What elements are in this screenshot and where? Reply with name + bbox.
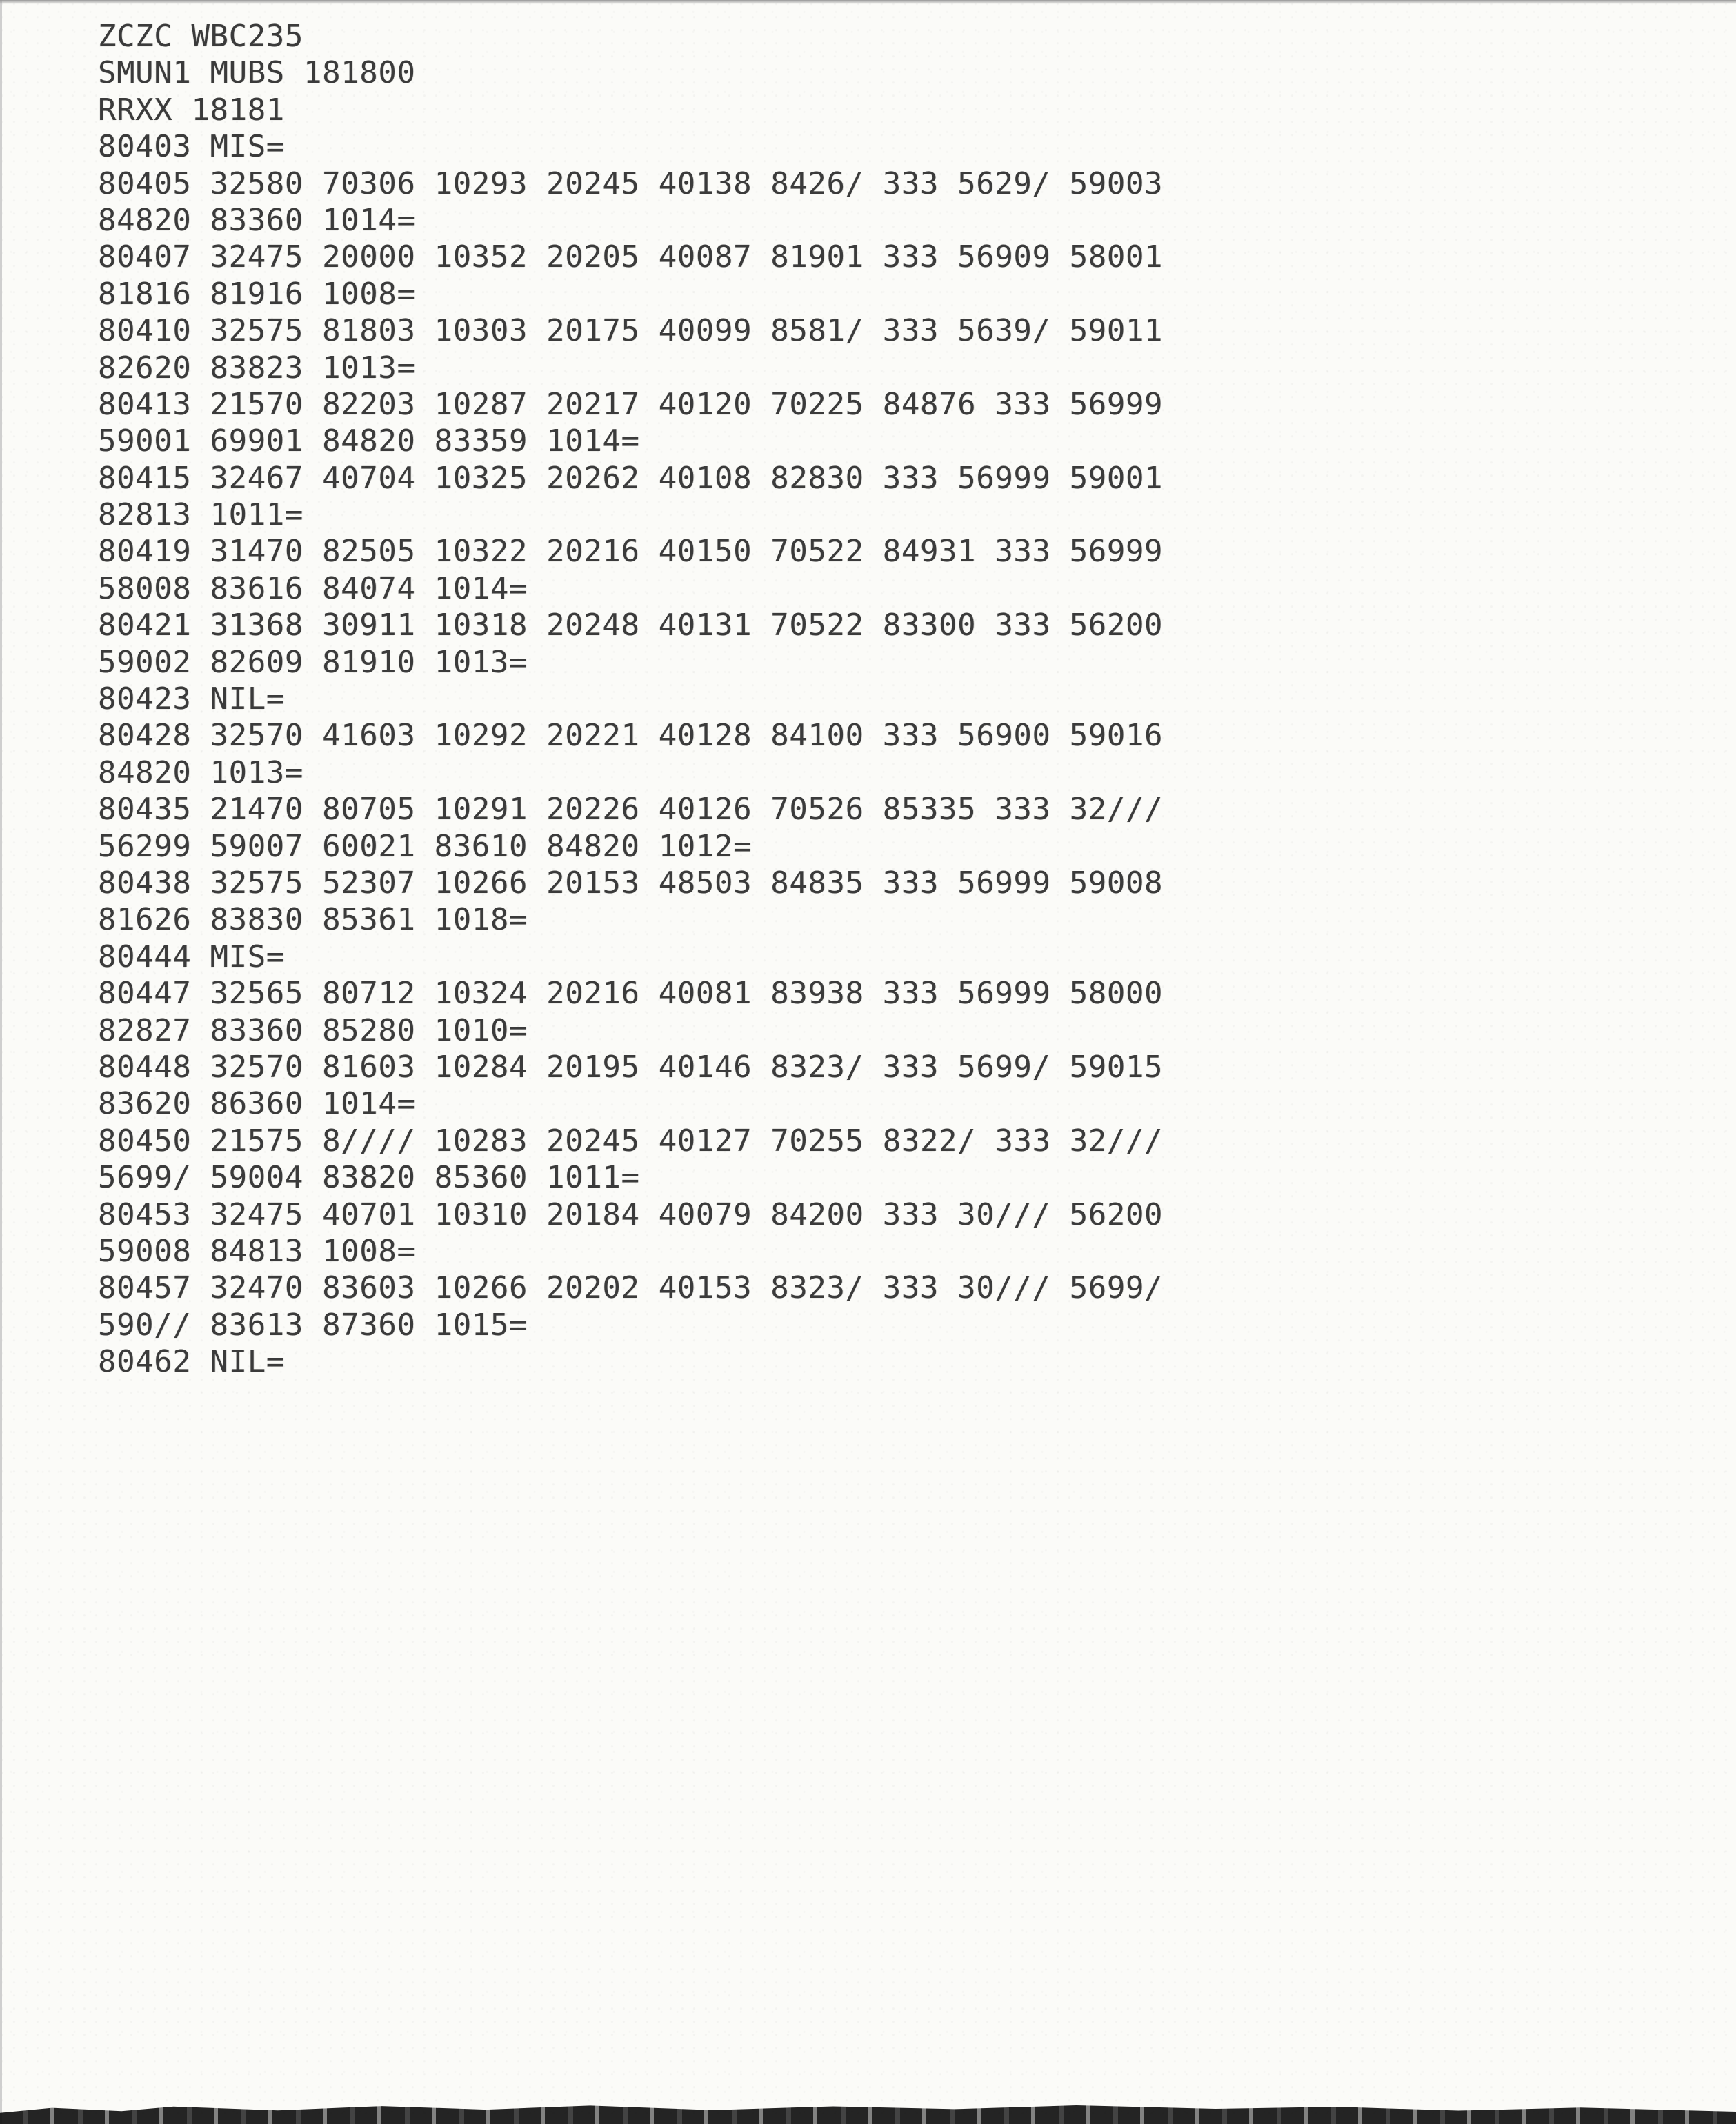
message-line: 81626 83830 85361 1018= — [98, 902, 528, 938]
paper-left-edge — [0, 0, 2, 2124]
message-line: 80448 32570 81603 10284 20195 40146 8323/ 333 5699/ 59015 — [98, 1049, 1164, 1085]
message-line: 80428 32570 41603 10292 20221 40128 84100 333 56900 59016 — [98, 718, 1164, 754]
message-line: 80438 32575 52307 10266 20153 48503 84835 333 56999 59008 — [98, 865, 1164, 901]
message-line: 58008 83616 84074 1014= — [98, 570, 528, 606]
message-line: 82813 1011= — [98, 497, 303, 533]
message-line: SMUN1 MUBS 181800 — [98, 55, 416, 91]
message-line: 83620 86360 1014= — [98, 1086, 416, 1122]
message-line: 80421 31368 30911 10318 20248 40131 70522 83300 333 56200 — [98, 608, 1164, 643]
message-line: 80457 32470 83603 10266 20202 40153 8323/ 333 30/// 5699/ — [98, 1270, 1164, 1306]
message-line: 80447 32565 80712 10324 20216 40081 83938 333 56999 58000 — [98, 976, 1164, 1012]
message-line: 84820 1013= — [98, 754, 303, 790]
message-line: 80462 NIL= — [98, 1344, 285, 1380]
message-line: 80403 MIS= — [98, 129, 285, 165]
message-line: 5699/ 59004 83820 85360 1011= — [98, 1160, 640, 1196]
message-line: 80450 21575 8//// 10283 20245 40127 70255 8322/ 333 32/// — [98, 1123, 1164, 1159]
message-line: 80423 NIL= — [98, 681, 285, 717]
message-line: 80419 31470 82505 10322 20216 40150 70522 84931 333 56999 — [98, 534, 1164, 570]
message-line: ZCZC WBC235 — [98, 19, 303, 54]
message-line: 80444 MIS= — [98, 939, 285, 974]
message-line: 81816 81916 1008= — [98, 276, 416, 312]
message-line: 80407 32475 20000 10352 20205 40087 81901 333 56909 58001 — [98, 239, 1164, 275]
message-line: 80405 32580 70306 10293 20245 40138 8426/ 333 5629/ 59003 — [98, 166, 1164, 201]
message-line: 80413 21570 82203 10287 20217 40120 70225 84876 333 56999 — [98, 386, 1164, 422]
message-line: 82620 83823 1013= — [98, 350, 416, 385]
message-line: 56299 59007 60021 83610 84820 1012= — [98, 828, 752, 864]
teletype-message — [98, 18, 1215, 1380]
message-line: 82827 83360 85280 1010= — [98, 1012, 528, 1048]
message-line: 59008 84813 1008= — [98, 1233, 416, 1269]
message-line: 59002 82609 81910 1013= — [98, 644, 528, 680]
torn-bottom-edge — [0, 2099, 1736, 2124]
message-line: 80453 32475 40701 10310 20184 40079 84200 333 30/// 56200 — [98, 1196, 1164, 1232]
message-line: 590// 83613 87360 1015= — [98, 1307, 528, 1343]
message-line: 80435 21470 80705 10291 20226 40126 70526 85335 333 32/// — [98, 792, 1164, 828]
message-line: RRXX 18181 — [98, 92, 285, 128]
paper-top-edge — [0, 0, 1736, 4]
message-line: 80415 32467 40704 10325 20262 40108 82830 333 56999 59001 — [98, 460, 1164, 496]
message-line: 59001 69901 84820 83359 1014= — [98, 423, 640, 459]
message-line: 84820 83360 1014= — [98, 202, 416, 238]
message-line: 80410 32575 81803 10303 20175 40099 8581/ 333 5639/ 59011 — [98, 313, 1164, 349]
